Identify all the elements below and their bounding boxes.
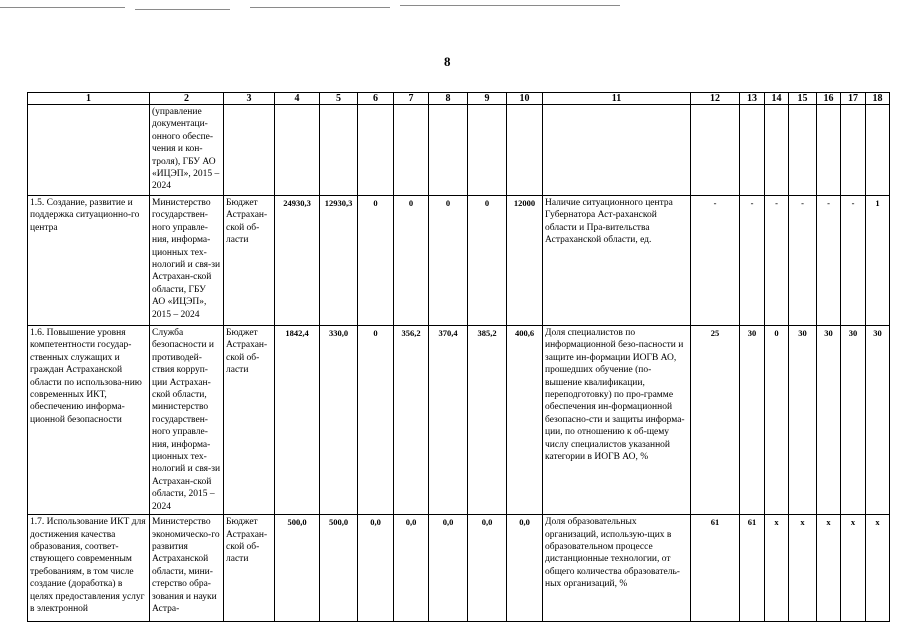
scan-edge-line (250, 7, 390, 8)
measure-name-cell: 1.6. Повышение уровня компетентности государ-ственных служащих и граждан Астраханской области по использова-нию современных ИКТ, обеспечению информа-ционной безопасности (28, 326, 150, 515)
indicator-value-cell (817, 105, 841, 196)
executor-cell: Служба безопасности и противодей-ствия корруп-ции Астрахан-ской области, министерство государствен-ного управле-ния, информа-ционных тех-нологий и свя-зи Астрахан-ской области, 2015 – 2024 (150, 326, 224, 515)
measure-name-cell (28, 105, 150, 196)
funding-amount-cell: 12930,3 (320, 196, 358, 326)
funding-amount-cell: 0 (468, 196, 507, 326)
indicator-value-cell (866, 105, 890, 196)
funding-amount-cell: 0 (429, 196, 468, 326)
funding-amount-cell: 0,0 (394, 515, 429, 622)
funding-amount-cell: 24930,3 (275, 196, 320, 326)
indicator-cell: Доля специалистов по информационной безо-пасности и защите ин-формации ИОГВ АО, прошедших обучение (по-вышение квалификации, переподготовку) по про-грамме обеспечения ин-формационной безопасно-сти и защиты информа-ции, по отношению к об-щему числу специалистов указанной категории в ИОГВ АО, % (543, 326, 691, 515)
column-number-header: 2 (150, 93, 224, 105)
funding-amount-cell: 1842,4 (275, 326, 320, 515)
column-number-header: 5 (320, 93, 358, 105)
funding-amount-cell (394, 105, 429, 196)
funding-amount-cell: 370,4 (429, 326, 468, 515)
indicator-value-cell (789, 105, 817, 196)
table-row (28, 105, 890, 196)
column-number-header: 1 (28, 93, 150, 105)
indicator-value-cell: x (841, 515, 866, 622)
funding-amount-cell: 0,0 (429, 515, 468, 622)
column-number-header: 4 (275, 93, 320, 105)
page-number: 8 (444, 54, 451, 69)
indicator-value-cell: 0 (765, 326, 789, 515)
funding-source-cell (224, 105, 275, 196)
executor-cell: Министерство государствен-ного управле-ния, информа-ционных тех-нологий и свя-зи Астрахан-ской области, ГБУ АО «ИЦЭП», 2015 – 2024 (150, 196, 224, 326)
column-number-header: 12 (691, 93, 740, 105)
funding-amount-cell (429, 105, 468, 196)
indicator-value-cell: 30 (789, 326, 817, 515)
executor-cell: (управление документаци-онного обеспе-чения и кон-троля), ГБУ АО «ИЦЭП», 2015 – 2024 (150, 105, 224, 196)
funding-amount-cell: 356,2 (394, 326, 429, 515)
indicator-value-cell: x (765, 515, 789, 622)
funding-amount-cell: 500,0 (275, 515, 320, 622)
indicator-value-cell: - (765, 196, 789, 326)
column-number-header: 6 (358, 93, 394, 105)
measure-name-cell: 1.5. Создание, развитие и поддержка ситуационно-го центра (28, 196, 150, 326)
program-measures-table (27, 92, 890, 622)
indicator-value-cell: - (841, 196, 866, 326)
funding-amount-cell: 385,2 (468, 326, 507, 515)
funding-amount-cell: 0,0 (468, 515, 507, 622)
indicator-value-cell: x (866, 515, 890, 622)
funding-amount-cell: 500,0 (320, 515, 358, 622)
indicator-value-cell (765, 105, 789, 196)
funding-amount-cell: 12000 (507, 196, 543, 326)
column-number-header: 9 (468, 93, 507, 105)
funding-amount-cell (358, 105, 394, 196)
indicator-value-cell: 1 (866, 196, 890, 326)
column-number-header: 15 (789, 93, 817, 105)
indicator-value-cell (841, 105, 866, 196)
funding-amount-cell: 0,0 (358, 515, 394, 622)
column-number-header: 11 (543, 93, 691, 105)
column-number-header: 10 (507, 93, 543, 105)
funding-amount-cell: 330,0 (320, 326, 358, 515)
indicator-value-cell: 25 (691, 326, 740, 515)
table-header-row (28, 93, 890, 105)
funding-source-cell: Бюджет Астрахан-ской об-ласти (224, 196, 275, 326)
funding-amount-cell (507, 105, 543, 196)
indicator-value-cell: 61 (740, 515, 765, 622)
funding-amount-cell: 0 (358, 196, 394, 326)
column-number-header: 13 (740, 93, 765, 105)
funding-source-cell: Бюджет Астрахан-ской об-ласти (224, 515, 275, 622)
executor-cell: Министерство экономическо-го развития Астраханской области, мини-стерство обра-зования и науки Астра- (150, 515, 224, 622)
funding-amount-cell (320, 105, 358, 196)
indicator-value-cell: 30 (866, 326, 890, 515)
column-number-header: 8 (429, 93, 468, 105)
indicator-cell: Доля образовательных организаций, использую-щих в образовательном процессе дистанционные технологии, от общего количества образователь-ных организаций, % (543, 515, 691, 622)
indicator-value-cell: 30 (740, 326, 765, 515)
table-row (28, 515, 890, 622)
indicator-value-cell: 30 (841, 326, 866, 515)
indicator-value-cell: 30 (817, 326, 841, 515)
indicator-value-cell: x (789, 515, 817, 622)
indicator-value-cell (691, 105, 740, 196)
funding-amount-cell: 0 (358, 326, 394, 515)
column-number-header: 7 (394, 93, 429, 105)
indicator-value-cell (740, 105, 765, 196)
column-number-header: 18 (866, 93, 890, 105)
funding-amount-cell: 0,0 (507, 515, 543, 622)
indicator-value-cell: x (817, 515, 841, 622)
indicator-cell (543, 105, 691, 196)
funding-amount-cell: 400,6 (507, 326, 543, 515)
indicator-cell: Наличие ситуационного центра Губернатора Аст-раханской области и Пра-вительства Астраханской области, ед. (543, 196, 691, 326)
funding-source-cell: Бюджет Астрахан-ской об-ласти (224, 326, 275, 515)
funding-amount-cell (275, 105, 320, 196)
scan-edge-line (0, 7, 125, 8)
indicator-value-cell: - (740, 196, 765, 326)
indicator-value-cell: - (817, 196, 841, 326)
table-row (28, 196, 890, 326)
measure-name-cell: 1.7. Использование ИКТ для достижения качества образования, соответ-ствующего современным требованиям, в том числе создание (доработка) в целях предоставления услуг в электронной (28, 515, 150, 622)
indicator-value-cell: - (789, 196, 817, 326)
funding-amount-cell (468, 105, 507, 196)
indicator-value-cell: 61 (691, 515, 740, 622)
funding-amount-cell: 0 (394, 196, 429, 326)
column-number-header: 3 (224, 93, 275, 105)
column-number-header: 16 (817, 93, 841, 105)
scan-edge-line (400, 5, 620, 6)
column-number-header: 14 (765, 93, 789, 105)
table-row (28, 326, 890, 515)
scan-edge-line (135, 9, 230, 10)
indicator-value-cell: - (691, 196, 740, 326)
column-number-header: 17 (841, 93, 866, 105)
